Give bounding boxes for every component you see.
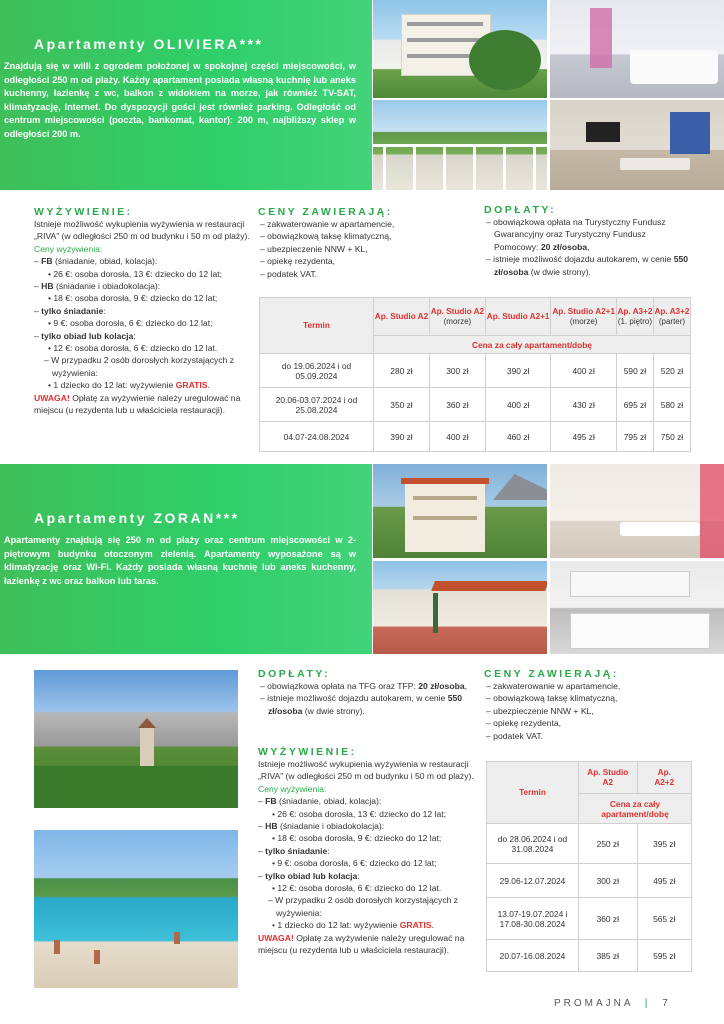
price-cell: 250 zł (579, 824, 638, 864)
zoran-fb: – FB (śniadanie, obiad, kolacja): (258, 796, 382, 807)
oliviera-sn-price: • 9 €: osoba dorosła, 6 €: dziecko do 12 lat; (48, 318, 213, 329)
price-cell: 595 zł (637, 940, 691, 972)
price-cell: 565 zł (637, 898, 691, 940)
zoran-photo-beach (34, 830, 238, 988)
price-cell: 300 zł (579, 864, 638, 898)
oliviera-two-adults: – W przypadku 2 osób dorosłych korzystających z wyżywienia: (44, 355, 235, 378)
price-cell: 385 zł (579, 940, 638, 972)
zoran-ok: – tylko obiad lub kolacja: (258, 870, 360, 881)
list-item: – opiekę rezydenta, (486, 718, 562, 729)
oliviera-ceny (258, 206, 478, 280)
price-cell: 460 zł (485, 422, 551, 452)
oliviera-uwaga: UWAGA! Opłatę za wyżywienie należy uregulować na miejscu (u rezydenta lub u właściciela restauracji). (34, 392, 241, 416)
price-cell: 360 zł (579, 898, 638, 940)
oliviera-price-table (259, 297, 691, 452)
price-cell: 430 zł (551, 388, 617, 422)
price-cell: 590 zł (616, 354, 653, 388)
price-cell: 495 zł (551, 422, 617, 452)
price-cell: 495 zł (637, 864, 691, 898)
oliviera-child-free: • 1 dziecko do 12 lat: wyżywienie GRATIS. (48, 380, 210, 391)
price-cell: 390 zł (374, 422, 430, 452)
oliviera-photo-living-room (550, 100, 724, 190)
price-cell: 695 zł (616, 388, 653, 422)
table-caption: Cena za cały apartament/dobę (579, 794, 692, 824)
zoran-description: Apartamenty znajdują się 250 m od plaży oraz centrum miejscowości w 2-piętrowym budynku otoczonym zielenią. Apartamenty wyposażone są w klimatyzację oraz Wi-Fi. Każdy posiada własną kuchnię lub aneks kuchenny, łazienkę z wc oraz balkon lub taras. (4, 535, 356, 586)
oliviera-wyzywienie-intro: Istnieje możliwość wykupienia wyżywienia w restauracji „RIVA” (w odległości 250 m od budynku i 50 m od plaży). (34, 219, 250, 242)
zoran-title: Apartamenty ZORAN*** (34, 510, 240, 526)
table-caption: Cena za cały apartament/dobę (374, 336, 691, 354)
column-header: Ap. Studio A2 (morze) (429, 298, 485, 336)
oliviera-title: Apartamenty OLIVIERA*** (34, 36, 264, 52)
price-cell: 360 zł (429, 388, 485, 422)
zoran-ceny (484, 668, 694, 742)
table-row (487, 898, 692, 940)
footer-brand: PROMAJNA (554, 998, 634, 1009)
list-item: – zakwaterowanie w apartamencie, (486, 681, 621, 691)
price-cell: 350 zł (374, 388, 430, 422)
oliviera-doplaty-list (484, 216, 690, 278)
zoran-header-band (0, 464, 372, 654)
list-item: – obowiązkowa opłata na TFG oraz TFP: 20 zł/osoba, (260, 681, 467, 691)
price-cell: 520 zł (653, 354, 690, 388)
price-cell: 395 zł (637, 824, 691, 864)
table-row (260, 422, 691, 452)
list-item: – zakwaterowanie w apartamencie, (260, 219, 395, 229)
zoran-ceny-heading: CENY ZAWIERAJĄ: (484, 668, 619, 680)
zoran-doplaty-heading: DOPŁATY: (258, 668, 331, 680)
table-row (487, 864, 692, 898)
zoran-wyzywienie-intro: Istnieje możliwość wykupienia wyżywienia w restauracji „RIVA” (w odległości 250 m od budynku i 50 m od plaży). (258, 759, 474, 782)
oliviera-wyzywienie (34, 206, 254, 417)
zoran-price-table (486, 761, 692, 972)
oliviera-header-band (0, 0, 372, 190)
price-cell: 400 zł (551, 354, 617, 388)
page-number: 7 (662, 998, 668, 1009)
oliviera-sn: – tylko śniadanie: (34, 305, 106, 316)
list-item: – ubezpieczenie NNW + KL, (486, 705, 594, 716)
zoran-photo-terrace (373, 561, 547, 654)
page-footer (554, 998, 704, 1014)
zoran-sn-price: • 9 €: osoba dorosła, 6 €: dziecko do 12 lat; (272, 858, 437, 869)
column-header: Ap. Studio A2+1 (morze) (551, 298, 617, 336)
termin-header: Termin (260, 298, 374, 354)
oliviera-hb-price: • 18 €: osoba dorosła, 9 €: dziecko do 12 lat; (48, 293, 218, 304)
zoran-child-free: • 1 dziecko do 12 lat: wyżywienie GRATIS. (272, 920, 434, 931)
term-cell: 20.07-16.08.2024 (487, 940, 579, 972)
term-cell: 20.06-03.07.2024 i od 25.08.2024 (260, 388, 374, 422)
zoran-ok-price: • 12 €: osoba dorosła, 6 €: dziecko do 12 lat. (272, 883, 442, 894)
zoran-two-adults: – W przypadku 2 osób dorosłych korzystających z wyżywienia: (268, 895, 459, 918)
zoran-prices-label: Ceny wyżywienia: (258, 783, 327, 794)
list-item: – obowiązkowa opłata na Turystyczny Fundusz Gwarancyjny oraz Turystyczny Fundusz Pomocowy: 20 zł/osoba, (486, 217, 666, 252)
column-header: Ap. Studio A2+1 (485, 298, 551, 336)
term-cell: 29.06-12.07.2024 (487, 864, 579, 898)
term-cell: do 28.06.2024 i od 31.08.2024 (487, 824, 579, 864)
oliviera-wyzywienie-heading: WYŻYWIENIE: (34, 206, 133, 218)
zoran-doplaty (258, 668, 468, 717)
list-item: – obowiązkową taksę klimatyczną, (486, 693, 618, 704)
oliviera-doplaty (484, 204, 690, 278)
zoran-wyzywienie (258, 746, 478, 957)
oliviera-hb: – HB (śniadanie i obiadokolacja): (34, 281, 161, 292)
term-cell: 13.07-19.07.2024 i 17.08-30.08.2024 (487, 898, 579, 940)
term-cell: do 19.06.2024 i od 05.09.2024 (260, 354, 374, 388)
price-cell: 400 zł (485, 388, 551, 422)
oliviera-photo-balcony (373, 100, 547, 190)
price-cell: 580 zł (653, 388, 690, 422)
zoran-photo-mountains (34, 670, 238, 808)
footer-separator: | (644, 998, 651, 1009)
oliviera-ceny-list (258, 218, 478, 280)
termin-header: Termin (487, 762, 579, 824)
table-row (487, 824, 692, 864)
zoran-fb-price: • 26 €: osoba dorosła, 13 €: dziecko do 12 lat; (272, 808, 447, 819)
price-cell: 390 zł (485, 354, 551, 388)
list-item: – opiekę rezydenta, (260, 256, 336, 267)
oliviera-fb: – FB (śniadanie, obiad, kolacja): (34, 256, 158, 267)
zoran-ceny-list (484, 680, 694, 742)
column-header: Ap. A3+2 (1. piętro) (616, 298, 653, 336)
table-row (487, 940, 692, 972)
price-cell: 400 zł (429, 422, 485, 452)
zoran-photo-kitchen (550, 561, 724, 654)
zoran-wyzywienie-heading: WYŻYWIENIE: (258, 746, 357, 758)
oliviera-ok-price: • 12 €: osoba dorosła, 6 €: dziecko do 12 lat. (48, 343, 218, 354)
list-item: – istnieje możliwość dojazdu autokarem, w cenie 550 zł/osoba (w dwie strony). (260, 693, 463, 716)
column-header: Ap. Studio A2 (374, 298, 430, 336)
zoran-uwaga: UWAGA! Opłatę za wyżywienie należy uregulować na miejscu (u rezydenta lub u właściciela restauracji). (258, 932, 465, 956)
zoran-hb-price: • 18 €: osoba dorosła, 9 €: dziecko do 12 lat; (272, 833, 442, 844)
column-header: Ap. A2+2 (637, 762, 691, 794)
zoran-doplaty-list (258, 680, 468, 717)
oliviera-doplaty-heading: DOPŁATY: (484, 204, 557, 216)
price-cell: 750 zł (653, 422, 690, 452)
list-item: – obowiązkową taksę klimatyczną, (260, 231, 392, 242)
zoran-photo-building (373, 464, 547, 558)
column-header: Ap. A3+2 (parter) (653, 298, 690, 336)
table-row (260, 388, 691, 422)
price-cell: 300 zł (429, 354, 485, 388)
oliviera-photo-bedroom (550, 0, 724, 98)
zoran-sn: – tylko śniadanie: (258, 845, 330, 856)
price-cell: 795 zł (616, 422, 653, 452)
zoran-hb: – HB (śniadanie i obiadokolacja): (258, 821, 385, 832)
oliviera-ok: – tylko obiad lub kolacja: (34, 330, 136, 341)
term-cell: 04.07-24.08.2024 (260, 422, 374, 452)
oliviera-description: Znajdują się w willi z ogrodem położonej w spokojnej części miejscowości, w odległości 250 m od plaży. Każdy apartament posiada własną kuchnię lub aneks kuchenny, łazienkę z wc, balkon z widokiem na morze, jak również TV-SAT, klimatyzację, Internet. Do dyspozycji gości jest również parking. Odległość od centrum miejscowości (poczta, bankomat, kantor): 200 m, najbliższy sklep w odległości 200 m. (4, 61, 356, 139)
table-row (260, 354, 691, 388)
oliviera-photo-villa (373, 0, 547, 98)
list-item: – istnieje możliwość dojazdu autokarem, w cenie 550 zł/osoba (w dwie strony). (486, 254, 689, 277)
oliviera-ceny-heading: CENY ZAWIERAJĄ: (258, 206, 393, 218)
oliviera-prices-label: Ceny wyżywienia: (34, 243, 103, 254)
column-header: Ap. Studio A2 (579, 762, 638, 794)
list-item: – podatek VAT. (486, 730, 544, 741)
list-item: – podatek VAT. (260, 268, 318, 279)
oliviera-fb-price: • 26 €: osoba dorosła, 13 €: dziecko do 12 lat; (48, 268, 223, 279)
zoran-photo-dining (550, 464, 724, 558)
price-cell: 280 zł (374, 354, 430, 388)
list-item: – ubezpieczenie NNW + KL, (260, 243, 368, 254)
